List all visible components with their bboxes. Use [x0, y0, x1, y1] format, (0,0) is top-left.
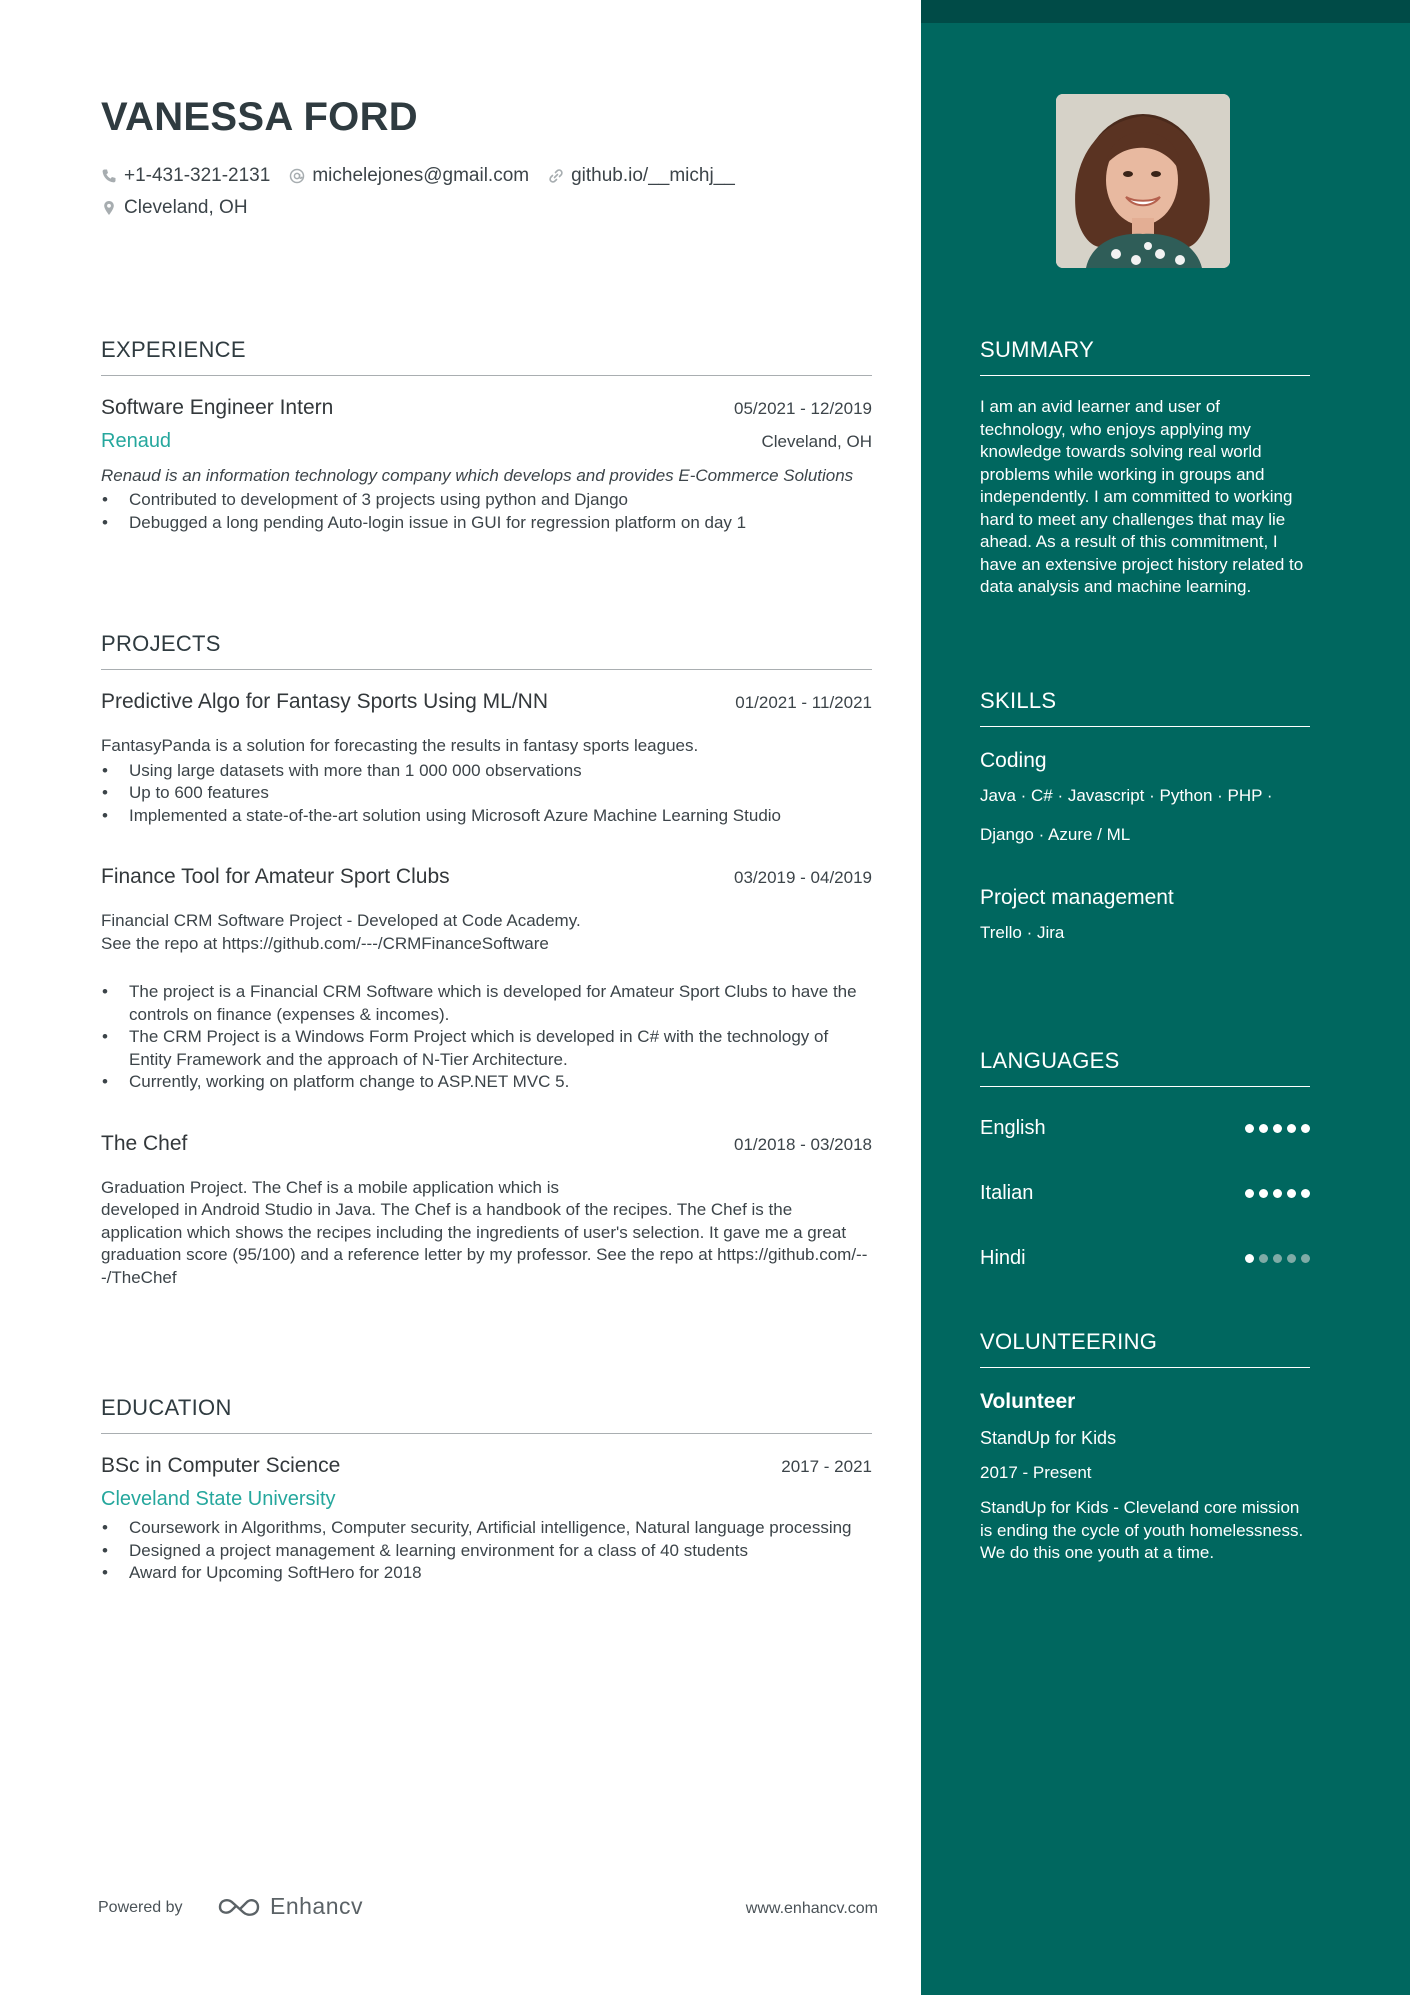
experience-bullets: [101, 489, 872, 534]
job-location: Cleveland, OH: [761, 432, 872, 451]
email-text: michelejones@gmail.com: [312, 165, 530, 186]
website-link[interactable]: www.enhancv.com: [745, 1900, 878, 1917]
sidebar-top-band: [921, 0, 1410, 23]
volunteering-title: VOLUNTEERING: [980, 1329, 1310, 1368]
experience-entry: [101, 396, 872, 534]
project-entry: [101, 865, 872, 1094]
experience-title: EXPERIENCE: [101, 337, 872, 376]
language-level: [1245, 1254, 1310, 1263]
level-dot-filled: [1259, 1124, 1268, 1133]
company-description: Renaud is an information technology company which develops and provides E-Commerce Solutions: [101, 466, 854, 485]
location-text: Cleveland, OH: [124, 197, 248, 218]
at-icon: [289, 168, 305, 184]
list-item: • The project is a Financial CRM Software which is developed for Amateur Sport Clubs to have the controls on finance (expenses & incomes).: [101, 981, 872, 1026]
phone-contact[interactable]: [101, 165, 270, 187]
project-name: Finance Tool for Amateur Sport Clubs: [101, 865, 450, 888]
job-date: 05/2021 - 12/2019: [733, 399, 872, 418]
summary-title: SUMMARY: [980, 337, 1310, 376]
skill-tags: [980, 776, 1310, 854]
education-bullets: [101, 1517, 872, 1585]
project-date: 03/2019 - 04/2019: [733, 868, 872, 887]
education-title: EDUCATION: [101, 1395, 872, 1434]
language-list: [980, 1096, 1310, 1291]
location-contact: [101, 197, 248, 219]
volunteer-description: StandUp for Kids - Cleveland core mission is ending the cycle of youth homelessness. We do this one youth at a time.: [980, 1498, 1304, 1562]
language-name: Italian: [980, 1182, 1034, 1204]
language-level: [1245, 1124, 1310, 1133]
project-description: [101, 910, 872, 955]
volunteer-role: Volunteer: [980, 1390, 1076, 1413]
link-contact[interactable]: [548, 165, 735, 187]
education-entry: [101, 1454, 872, 1585]
education-section: [101, 1395, 872, 1585]
project-bullets: [101, 981, 872, 1094]
job-role: Software Engineer Intern: [101, 396, 334, 419]
project-description: FantasyPanda is a solution for forecasting the results in fantasy sports leagues.: [101, 736, 699, 755]
level-dot-filled: [1287, 1189, 1296, 1198]
contact-info: [101, 163, 881, 227]
project-name: Predictive Algo for Fantasy Sports Using ML/NN: [101, 690, 549, 713]
language-row: [980, 1161, 1310, 1226]
link-icon: [548, 168, 564, 184]
skills-title: SKILLS: [980, 688, 1310, 727]
project-entry: [101, 690, 872, 827]
location-pin-icon: [101, 200, 117, 216]
level-dot-filled: [1273, 1189, 1282, 1198]
language-level: [1245, 1189, 1310, 1198]
sidebar-column: [921, 0, 1410, 1995]
level-dot-empty: [1287, 1254, 1296, 1263]
project-description-line: Graduation Project. The Chef is a mobile application which is: [101, 1177, 559, 1197]
level-dot-filled: [1301, 1189, 1310, 1198]
project-entry: [101, 1132, 872, 1290]
summary-section: [980, 337, 1310, 599]
brand-name: Enhancv: [270, 1893, 364, 1919]
list-item: • Up to 600 features: [101, 782, 872, 805]
project-description-line: developed in Android Studio in Java. The Chef is a handbook of the recipes. The Chef is the application which shows the recipes including the ingredients of user's selection. It gave me a great graduation score (95/100) and a reference letter by my professor. See the repo at https://github.com/---/TheChef: [101, 1200, 868, 1287]
level-dot-filled: [1301, 1124, 1310, 1133]
list-item: • Using large datasets with more than 1 000 000 observations: [101, 760, 872, 783]
skill-tags: [980, 913, 1310, 952]
level-dot-empty: [1301, 1254, 1310, 1263]
powered-by-text: Powered by: [98, 1899, 183, 1916]
level-dot-filled: [1245, 1254, 1254, 1263]
phone-icon: [101, 168, 117, 184]
project-description: [101, 1177, 872, 1290]
profile-photo: [1056, 94, 1230, 268]
level-dot-filled: [1259, 1189, 1268, 1198]
level-dot-filled: [1273, 1124, 1282, 1133]
projects-section: [101, 631, 872, 1289]
project-date: 01/2021 - 11/2021: [735, 693, 872, 712]
email-contact[interactable]: [289, 165, 529, 187]
volunteer-date: 2017 - Present: [980, 1463, 1092, 1482]
level-dot-filled: [1245, 1124, 1254, 1133]
projects-title: PROJECTS: [101, 631, 872, 670]
enhancv-logo-icon: [216, 1894, 264, 1920]
level-dot-empty: [1259, 1254, 1268, 1263]
school-name: Cleveland State University: [101, 1488, 336, 1510]
portrait-image: [1056, 94, 1230, 268]
project-bullets: [101, 760, 872, 828]
skill-tags-line: Django · Azure / ML: [980, 825, 1131, 844]
list-item: • Currently, working on platform change to ASP.NET MVC 5.: [101, 1071, 872, 1094]
project-description-line: Financial CRM Software Project - Developed at Code Academy.: [101, 911, 581, 930]
list-item: • The CRM Project is a Windows Form Project which is developed in C# with the technology of Entity Framework and the approach of N-Tier Architecture.: [101, 1026, 872, 1071]
level-dot-filled: [1245, 1189, 1254, 1198]
project-name: The Chef: [101, 1131, 188, 1155]
link-text: github.io/__michj__: [571, 165, 735, 186]
language-row: [980, 1226, 1310, 1291]
volunteer-org: StandUp for Kids: [980, 1428, 1117, 1448]
list-item: • Designed a project management & learning environment for a class of 40 students: [101, 1540, 872, 1563]
experience-section: [101, 337, 872, 534]
phone-text: +1-431-321-2131: [124, 165, 271, 186]
skill-group-name: Coding: [980, 749, 1047, 772]
footer: [98, 1893, 878, 1923]
project-description-line: See the repo at https://github.com/---/CRMFinanceSoftware: [101, 933, 549, 953]
list-item: • Award for Upcoming SoftHero for 2018: [101, 1562, 872, 1585]
candidate-name: VANESSA FORD: [101, 95, 418, 139]
skill-tags-line: Trello · Jira: [980, 923, 1065, 942]
skill-group-name: Project management: [980, 886, 1174, 909]
list-item: • Implemented a state-of-the-art solution using Microsoft Azure Machine Learning Studio: [101, 805, 872, 828]
language-name: Hindi: [980, 1247, 1026, 1269]
summary-text: I am an avid learner and user of technology, who enjoys applying my knowledge towards solving real world problems while working in groups and independently. I am committed to working hard to meet any challenges that may lie ahead. As a result of this commitment, I have an extensive project history related to data analysis and machine learning.: [980, 397, 1304, 596]
degree-name: BSc in Computer Science: [101, 1454, 341, 1477]
volunteering-section: [980, 1329, 1310, 1565]
level-dot-filled: [1287, 1124, 1296, 1133]
skills-section: [980, 688, 1310, 952]
brand-logo[interactable]: [216, 1893, 363, 1920]
level-dot-empty: [1273, 1254, 1282, 1263]
language-name: English: [980, 1117, 1046, 1139]
languages-section: [980, 1048, 1310, 1291]
skill-tags-line: Java · C# · Javascript · Python · PHP ·: [980, 786, 1273, 805]
education-date: 2017 - 2021: [781, 1457, 872, 1476]
list-item: • Debugged a long pending Auto-login issue in GUI for regression platform on day 1: [101, 512, 872, 535]
languages-title: LANGUAGES: [980, 1048, 1310, 1087]
list-item: • Contributed to development of 3 projects using python and Django: [101, 489, 872, 512]
language-row: [980, 1096, 1310, 1161]
project-date: 01/2018 - 03/2018: [733, 1134, 872, 1154]
list-item: • Coursework in Algorithms, Computer security, Artificial intelligence, Natural language processing: [101, 1517, 872, 1540]
company-name: Renaud: [101, 430, 172, 452]
